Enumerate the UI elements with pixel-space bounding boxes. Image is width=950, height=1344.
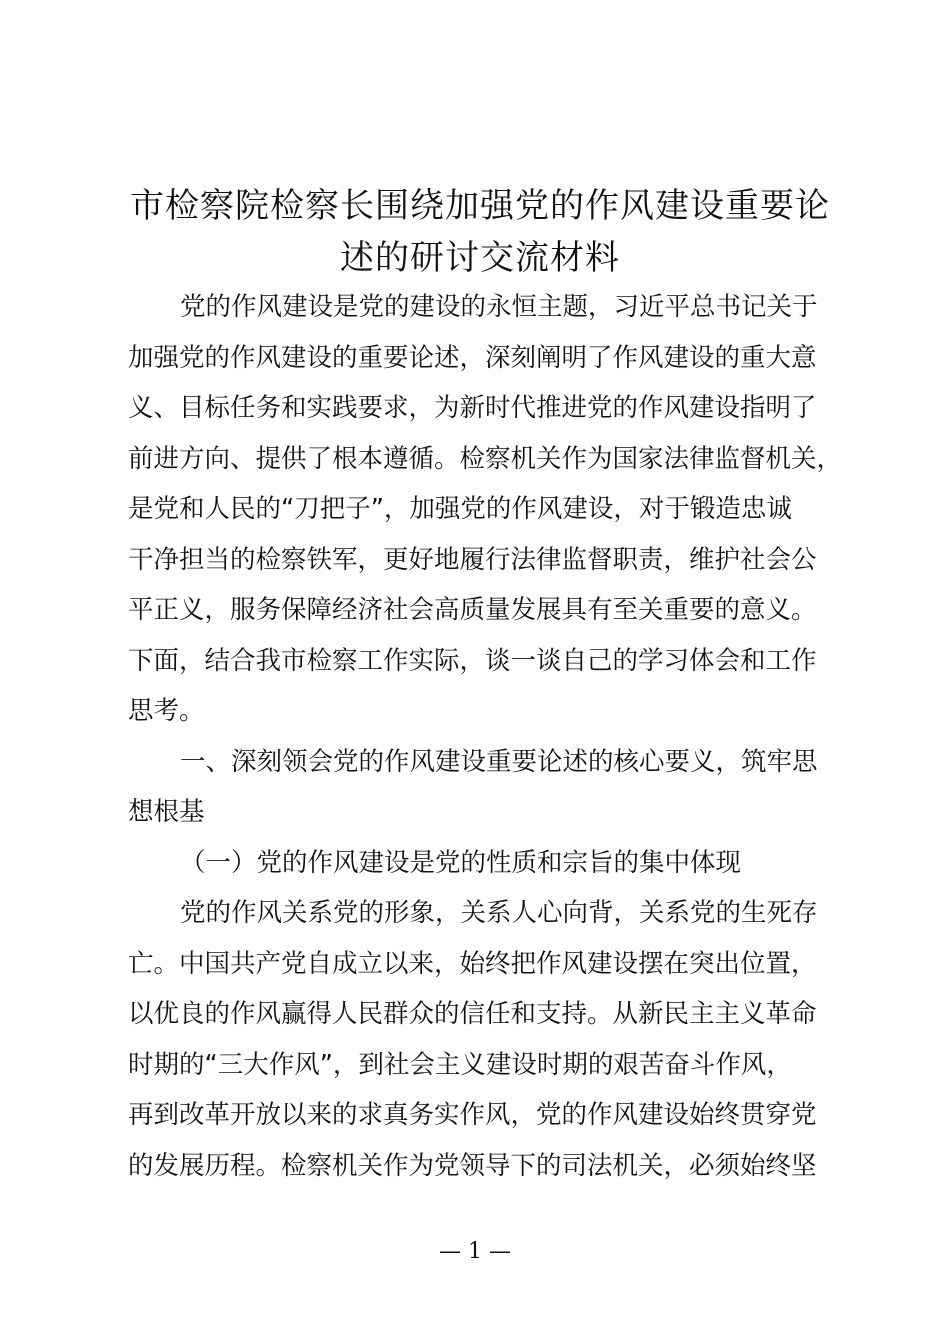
body-line: 义、目标任务和实践要求，为新时代推进党的作风建设指明了 bbox=[128, 393, 817, 423]
body-line: （一）党的作风建设是党的性质和宗旨的集中体现 bbox=[180, 847, 742, 878]
body-line: 党的作风建设是党的建设的永恒主题，习近平总书记关于 bbox=[180, 292, 818, 322]
body-line: 干净担当的检察铁军，更好地履行法律监督职责，维护社会公 bbox=[128, 544, 817, 575]
body-line: 时期的“三大作风”，到社会主义建设时期的艰苦奋斗作风， bbox=[128, 1049, 792, 1080]
body-line: 亡。中国共产党自成立以来，始终把作风建设摆在突出位置， bbox=[128, 948, 817, 979]
body-line: 一、深刻领会党的作风建设重要论述的核心要义，筑牢思 bbox=[180, 746, 818, 777]
body-line: 是党和人民的“刀把子”，加强党的作风建设，对于锻造忠诚 bbox=[128, 494, 792, 524]
body-line: 平正义，服务保障经济社会高质量发展具有至关重要的意义。 bbox=[128, 595, 817, 625]
body-line: 再到改革开放以来的求真务实作风，党的作风建设始终贯穿党 bbox=[128, 1100, 817, 1130]
body-line: 前进方向、提供了根本遵循。检察机关作为国家法律监督机关， bbox=[128, 443, 843, 474]
body-line: 思考。 bbox=[128, 696, 205, 726]
body-line: 下面，结合我市检察工作实际，谈一谈自己的学习体会和工作 bbox=[128, 645, 817, 676]
page-number: — 1 — bbox=[439, 1239, 511, 1264]
title-line-1: 市检察院检察长围绕加强党的作风建设重要论 bbox=[130, 186, 830, 226]
document-title bbox=[110, 180, 850, 284]
body-line: 加强党的作风建设的重要论述，深刻阐明了作风建设的重大意 bbox=[128, 342, 817, 373]
body-line: 以优良的作风赢得人民群众的信任和支持。从新民主主义革命 bbox=[128, 999, 817, 1029]
body-line: 的发展历程。检察机关作为党领导下的司法机关，必须始终坚 bbox=[128, 1150, 817, 1181]
body-line: 党的作风关系党的形象，关系人心向背，关系党的生死存 bbox=[180, 898, 818, 928]
title-line-2: 述的研讨交流材料 bbox=[340, 238, 620, 278]
document-body bbox=[128, 282, 848, 1191]
body-line: 想根基 bbox=[128, 797, 205, 827]
